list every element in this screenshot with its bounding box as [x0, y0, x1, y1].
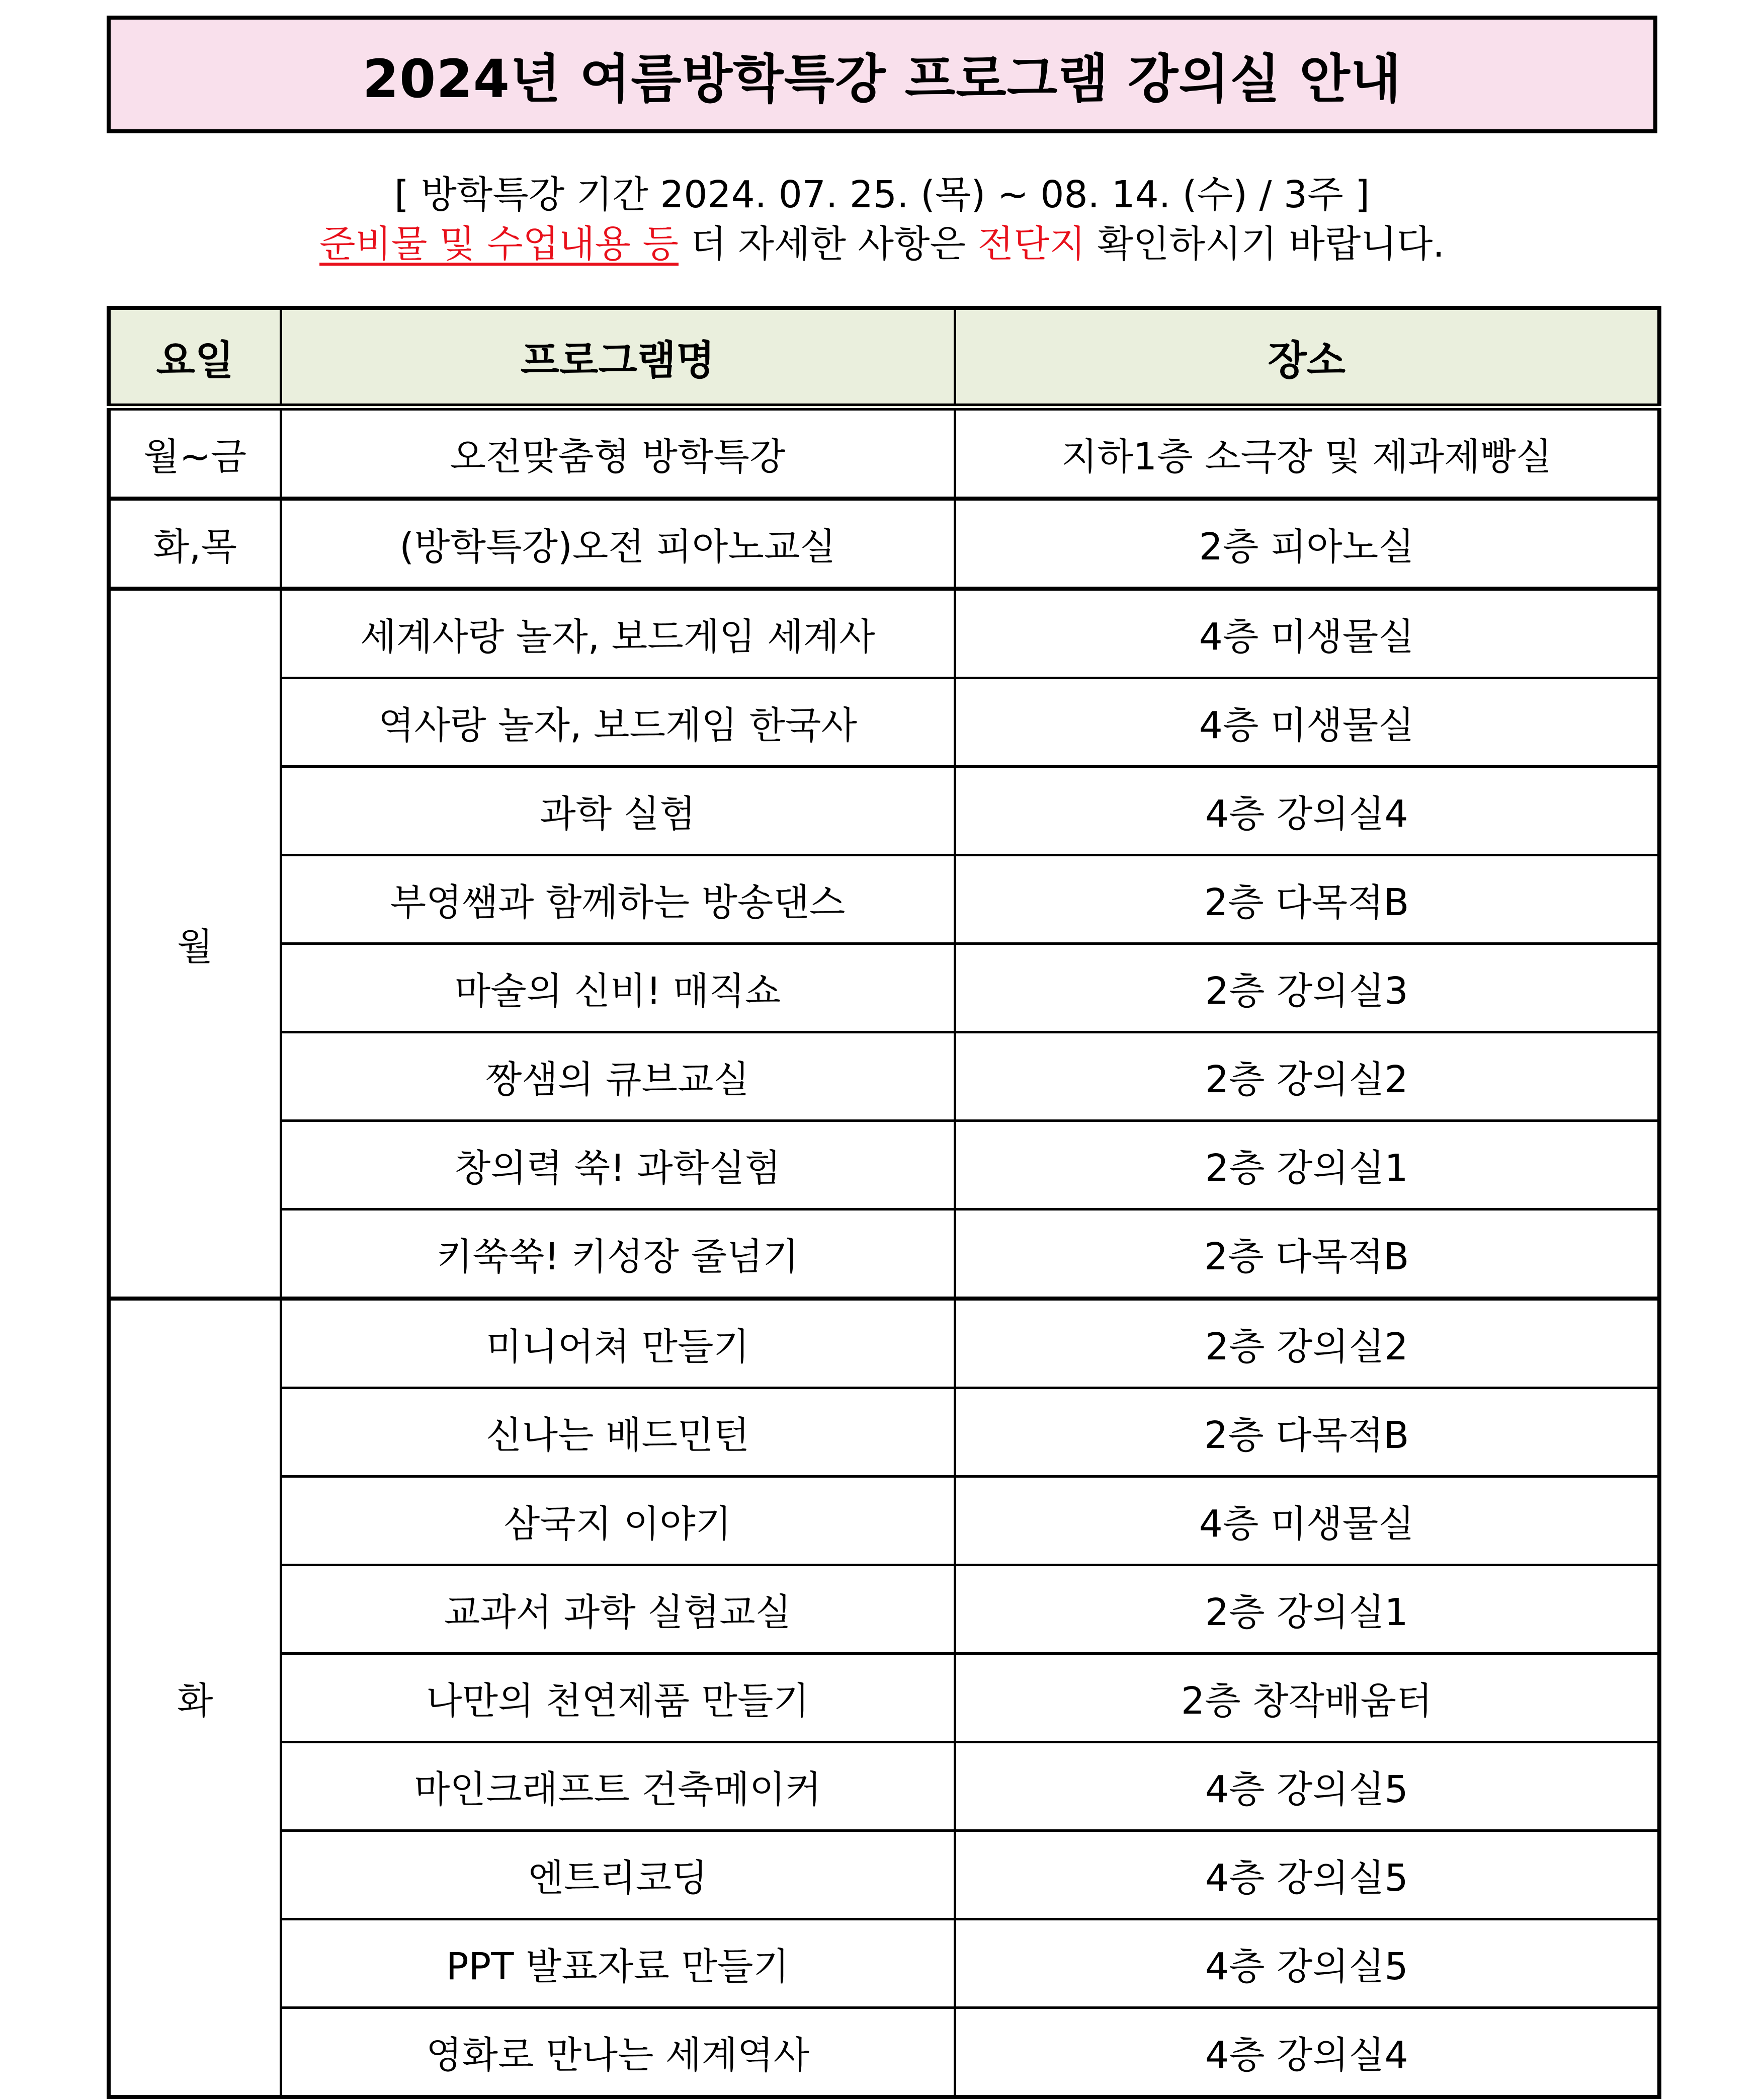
header-place: 장소: [955, 308, 1659, 407]
schedule-table: [107, 306, 1661, 2099]
table-row: [109, 1565, 1659, 1654]
place-cell: 4층 강의실4: [955, 767, 1659, 855]
place-cell: 4층 미생물실: [955, 678, 1659, 767]
program-cell: 과학 실험: [281, 767, 955, 855]
notice-highlight-prep: 준비물 및 수업내용 등: [319, 222, 679, 266]
table-row: [109, 767, 1659, 855]
header-day: 요일: [109, 308, 281, 407]
place-cell: 2층 다목적B: [955, 855, 1659, 944]
table-row: [109, 1477, 1659, 1565]
program-cell: 세계사랑 놀자, 보드게임 세계사: [281, 589, 955, 678]
place-cell: 2층 강의실2: [955, 1299, 1659, 1388]
page-title: 2024년 여름방학특강 프로그램 강의실 안내: [107, 16, 1657, 133]
program-cell: 오전맞춤형 방학특강: [281, 407, 955, 499]
day-cell: 화,목: [109, 499, 281, 589]
table-row: [109, 1121, 1659, 1209]
table-row: [109, 2008, 1659, 2097]
place-cell: 4층 미생물실: [955, 589, 1659, 678]
table-row: [109, 1742, 1659, 1831]
day-cell: 화: [109, 1299, 281, 2097]
program-cell: 신나는 배드민턴: [281, 1388, 955, 1477]
table-row: [109, 1919, 1659, 2008]
table-row: [109, 1831, 1659, 1919]
program-cell: 마인크래프트 건축메이커: [281, 1742, 955, 1831]
table-row: [109, 1388, 1659, 1477]
program-cell: 역사랑 놀자, 보드게임 한국사: [281, 678, 955, 767]
program-cell: 키쑥쑥! 키성장 줄넘기: [281, 1209, 955, 1299]
place-cell: 4층 강의실5: [955, 1831, 1659, 1919]
day-cell: 월~금: [109, 407, 281, 499]
place-cell: 4층 강의실5: [955, 1919, 1659, 2008]
table-row: [109, 855, 1659, 944]
place-cell: 2층 창작배움터: [955, 1654, 1659, 1742]
program-cell: 부영쌤과 함께하는 방송댄스: [281, 855, 955, 944]
program-cell: 나만의 천연제품 만들기: [281, 1654, 955, 1742]
table-row: [109, 1032, 1659, 1121]
notice-text-1: 더 자세한 사항은: [679, 222, 978, 266]
place-cell: 2층 다목적B: [955, 1209, 1659, 1299]
day-cell: 월: [109, 589, 281, 1299]
program-cell: 마술의 신비! 매직쇼: [281, 944, 955, 1032]
table-row: [109, 499, 1659, 589]
program-cell: (방학특강)오전 피아노교실: [281, 499, 955, 589]
place-cell: 4층 강의실5: [955, 1742, 1659, 1831]
header-program: 프로그램명: [281, 308, 955, 407]
place-cell: 2층 피아노실: [955, 499, 1659, 589]
place-cell: 지하1층 소극장 및 제과제빵실: [955, 407, 1659, 499]
notice-text-2: 확인하시기 바랍니다.: [1085, 222, 1445, 266]
table-row: [109, 589, 1659, 678]
place-cell: 4층 강의실4: [955, 2008, 1659, 2097]
table-body: [109, 407, 1659, 2097]
notice-text: [0, 216, 1764, 272]
table-header-row: [109, 308, 1659, 407]
program-cell: 창의력 쑥! 과학실험: [281, 1121, 955, 1209]
place-cell: 2층 강의실1: [955, 1565, 1659, 1654]
program-cell: 영화로 만나는 세계역사: [281, 2008, 955, 2097]
program-cell: 삼국지 이야기: [281, 1477, 955, 1565]
table-row: [109, 1299, 1659, 1388]
notice-highlight-flyer: 전단지: [977, 222, 1085, 266]
period-text: [ 방학특강 기간 2024. 07. 25. (목) ~ 08. 14. (수) / 3주 ]: [394, 173, 1370, 216]
place-cell: 2층 강의실3: [955, 944, 1659, 1032]
place-cell: 2층 다목적B: [955, 1388, 1659, 1477]
program-cell: 짱샘의 큐브교실: [281, 1032, 955, 1121]
program-cell: 미니어쳐 만들기: [281, 1299, 955, 1388]
table-row: [109, 1654, 1659, 1742]
program-cell: 교과서 과학 실험교실: [281, 1565, 955, 1654]
place-cell: 2층 강의실1: [955, 1121, 1659, 1209]
program-cell: PPT 발표자료 만들기: [281, 1919, 955, 2008]
table-row: [109, 678, 1659, 767]
program-cell: 엔트리코딩: [281, 1831, 955, 1919]
table-row: [109, 1209, 1659, 1299]
table-row: [109, 407, 1659, 499]
place-cell: 2층 강의실2: [955, 1032, 1659, 1121]
table-row: [109, 944, 1659, 1032]
place-cell: 4층 미생물실: [955, 1477, 1659, 1565]
